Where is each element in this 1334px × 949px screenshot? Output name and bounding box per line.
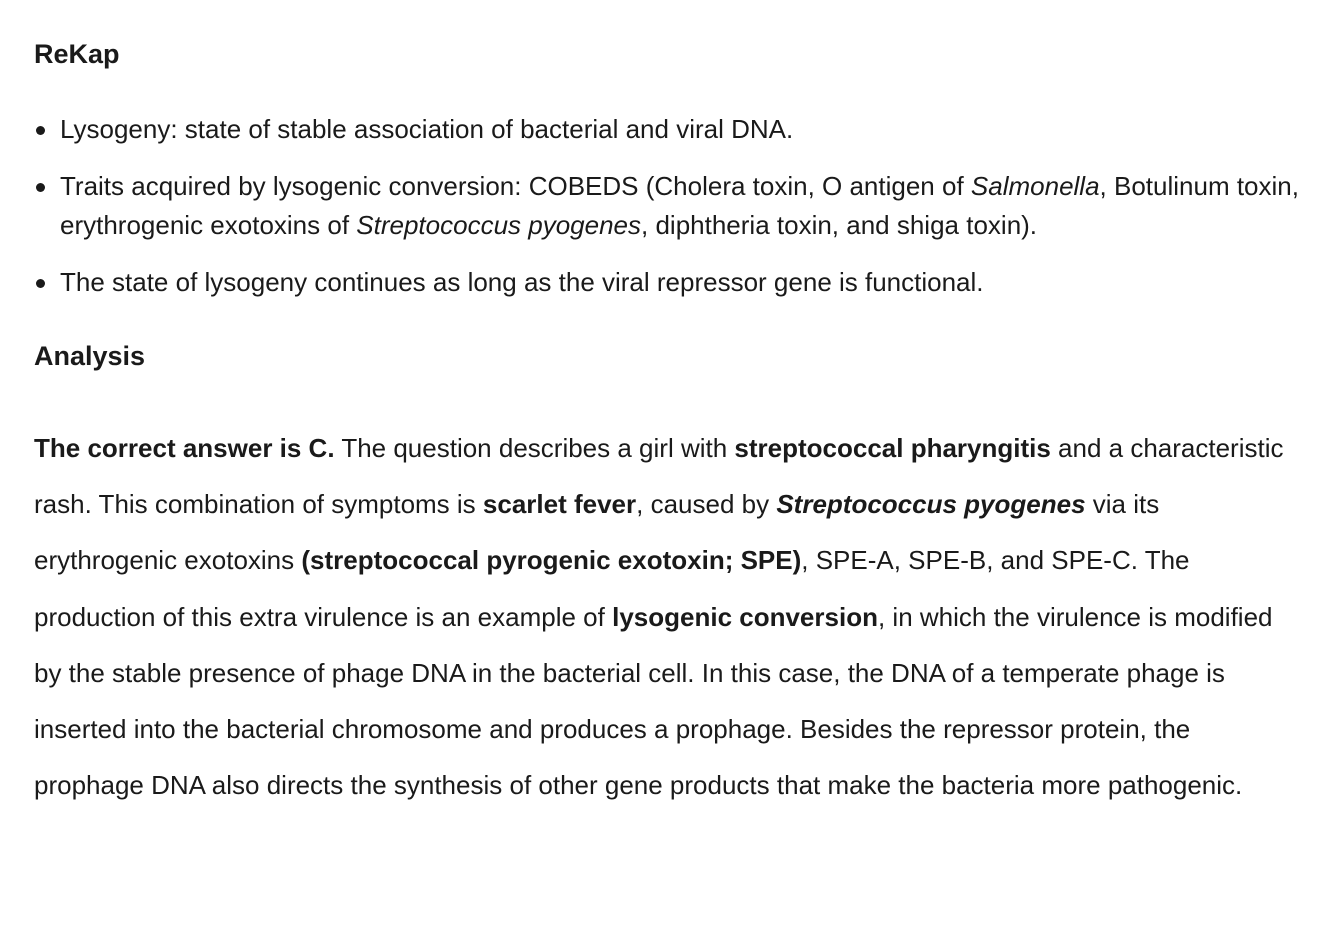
rekap-item-lysogeny: [34, 110, 1300, 149]
rekap-heading: ReKap: [34, 39, 120, 69]
correct-answer-statement: The correct answer is C.: [34, 433, 335, 463]
analysis-text: , SPE-A, SPE-B, and SPE-C. The production of this extra virulence is an example of: [34, 545, 1190, 632]
organism-name: [776, 489, 1085, 519]
analysis-text: via its erythrogenic exotoxins: [34, 489, 1160, 576]
organism-name-salmonella: Salmonella: [970, 171, 1100, 201]
organism-name-streptococcus: Streptococcus pyogenes: [356, 210, 642, 240]
rekap-list: [34, 110, 1300, 302]
analysis-text: , in which the virulence is modified by the stable presence of phage DNA in the bacterial cell. In this case, the DNA of a temperate phage is inserted into the bacterial chromosome and produces a prophage. Besides the repressor protein, the prophage DNA also directs the synthesis of other gene products that make the bacteria more pathogenic.: [34, 601, 1273, 801]
key-term: streptococcal pharyngitis: [734, 433, 1051, 463]
rekap-item-text: The state of lysogeny continues as long as the viral repressor gene is functional.: [60, 267, 984, 297]
key-term: (streptococcal pyrogenic exotoxin; SPE): [301, 545, 802, 576]
organism-name-italic: Streptococcus pyogenes: [776, 489, 1086, 520]
rekap-item-text: Lysogeny: state of stable association of bacterial and viral DNA.: [60, 114, 794, 144]
analysis-text: , caused by: [636, 489, 777, 520]
rekap-item-cobeds: [34, 167, 1300, 245]
rekap-item-text: , Botulinum toxin, erythrogenic exotoxins of: [60, 171, 1299, 240]
analysis-paragraph: [34, 420, 1300, 813]
rekap-item-text: Traits acquired by lysogenic conversion: COBEDS (Cholera toxin, O antigen of: [60, 171, 971, 201]
key-term: scarlet fever: [482, 489, 637, 520]
analysis-heading: Analysis: [34, 341, 146, 371]
rekap-item-repressor: [34, 263, 1300, 302]
analysis-text: and a characteristic rash. This combination of symptoms is: [34, 433, 1284, 520]
key-term: lysogenic conversion: [612, 601, 878, 632]
rekap-item-text: , diphtheria toxin, and shiga toxin).: [641, 210, 1038, 240]
analysis-text: The question describes a girl with: [334, 433, 735, 463]
